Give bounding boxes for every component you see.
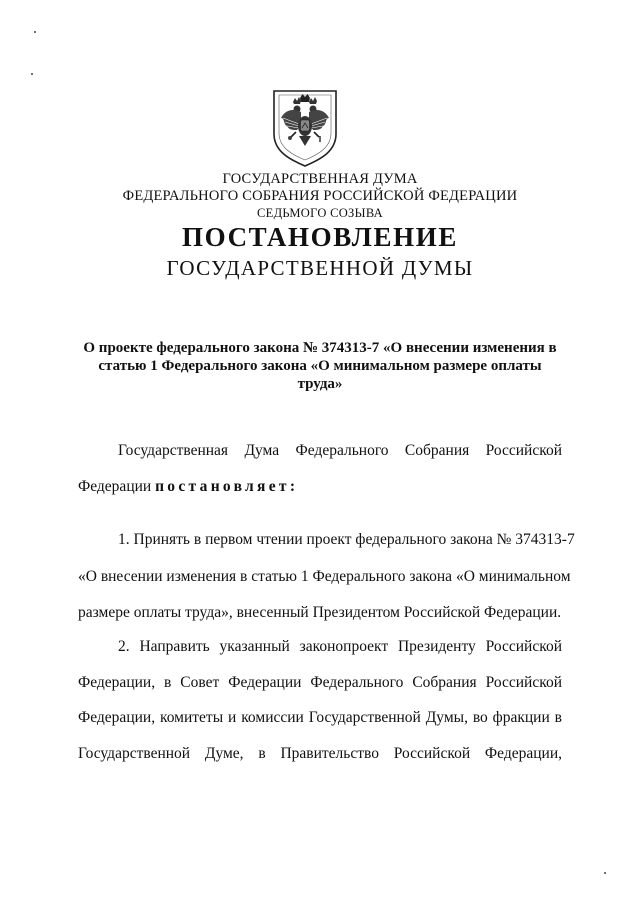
document-subtitle: ГОСУДАРСТВЕННОЙ ДУМЫ — [166, 256, 474, 280]
scan-speck — [34, 31, 36, 33]
organization-name: ГОСУДАРСТВЕННАЯ ДУМА — [222, 171, 418, 187]
coat-of-arms-emblem — [271, 88, 339, 168]
preamble-word: Дума — [244, 442, 280, 459]
scan-speck — [31, 73, 33, 75]
subject-line: статью 1 Федерального закона «О минимальном размере оплаты — [98, 358, 542, 374]
item-2-line: Федерации, комитеты и комиссии Государственной Думы, во фракции в — [78, 709, 562, 726]
preamble-word: Федерального — [295, 442, 389, 459]
preamble-word: Собрания — [404, 442, 470, 459]
preamble-decree-word: постановляет: — [155, 478, 299, 495]
subject-line: труда» — [297, 376, 343, 392]
scan-speck — [604, 872, 606, 874]
subject-line: О проекте федерального закона № 374313-7 «О внесении изменения в — [83, 340, 557, 356]
preamble-prefix: Федерации — [78, 478, 152, 495]
item-2-line: Государственной Думе, в Правительство Российской Федерации, — [78, 745, 562, 762]
item-2-line: 2. Направить указанный законопроект Президенту Российской — [118, 638, 562, 655]
item-1-line: 1. Принять в первом чтении проект федерального закона № 374313-7 — [118, 531, 575, 548]
item-1-line: размере оплаты труда», внесенный Президентом Российской Федерации. — [78, 604, 562, 621]
organization-assembly: ФЕДЕРАЛЬНОГО СОБРАНИЯ РОССИЙСКОЙ ФЕДЕРАЦИИ — [122, 188, 518, 204]
preamble-line — [78, 442, 562, 460]
item-1-line: «О внесении изменения в статью 1 Федерального закона «О минимальном — [78, 568, 571, 585]
item-2-line: Федерации, в Совет Федерации Федерального Собрания Российской — [78, 674, 562, 691]
preamble-word: Российской — [485, 442, 563, 459]
convocation: СЕДЬМОГО СОЗЫВА — [257, 206, 383, 220]
preamble-line — [78, 478, 562, 496]
document-type-title: ПОСТАНОВЛЕНИЕ — [182, 222, 458, 252]
preamble-word: Государственная — [118, 442, 229, 459]
document-subject — [78, 339, 562, 393]
